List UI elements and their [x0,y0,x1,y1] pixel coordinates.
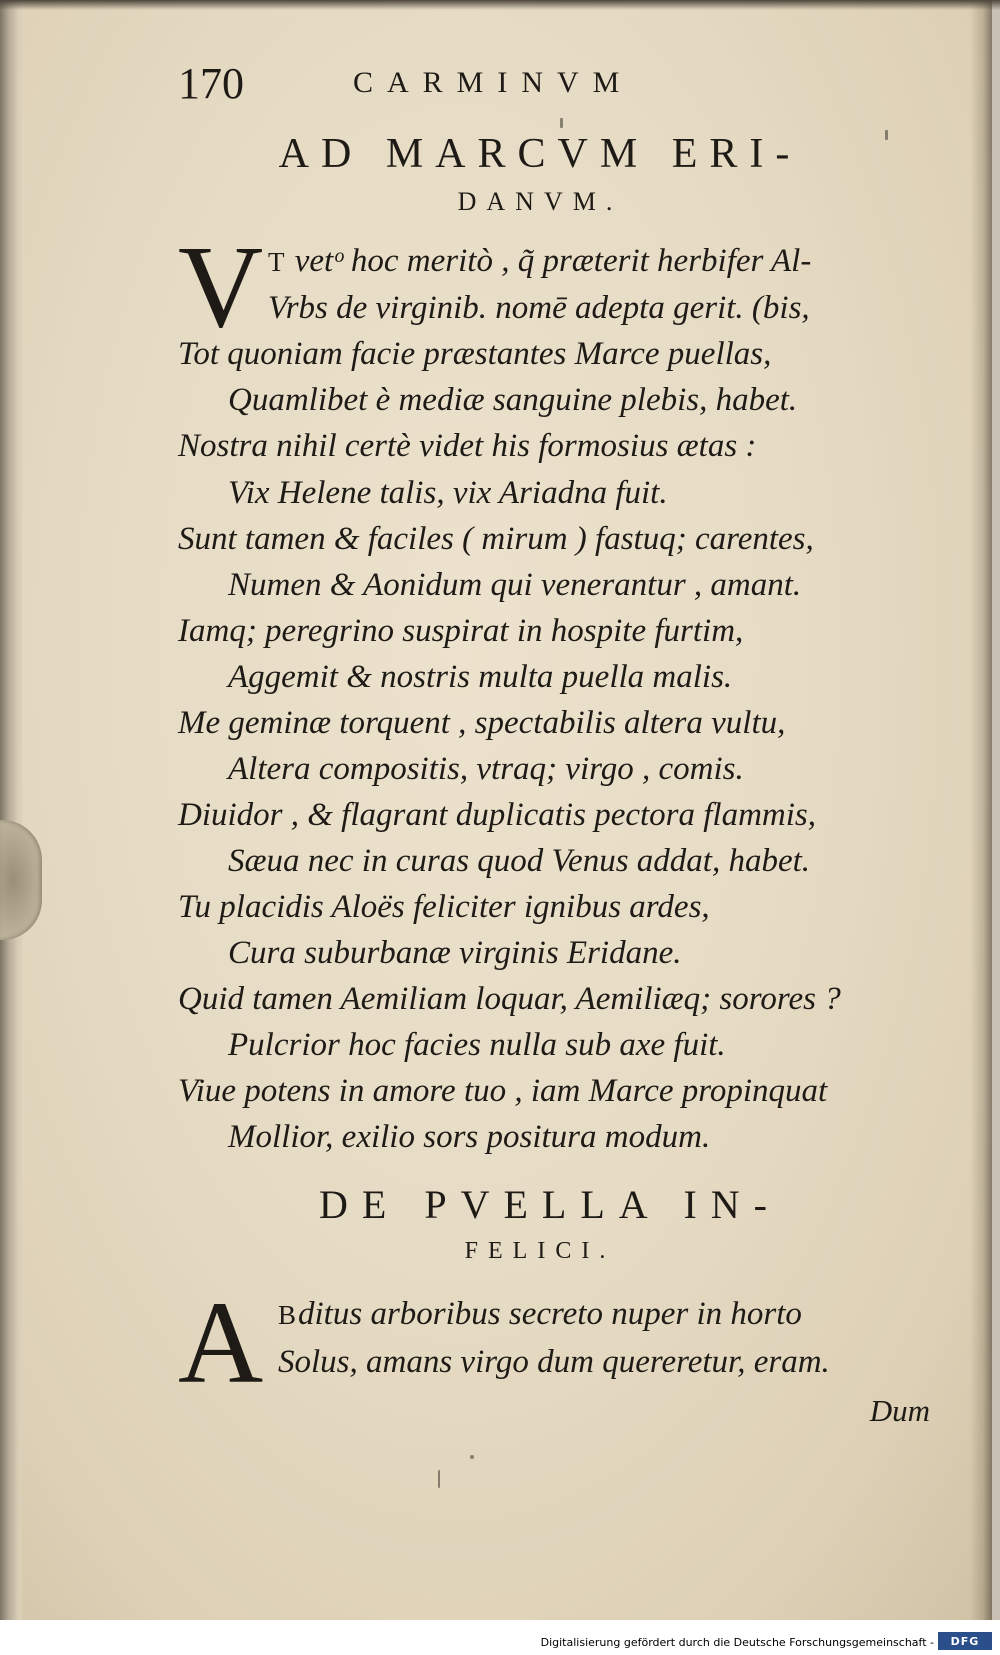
verse-line: Nostra nihil certè videt his formosius ætas : [178,428,757,464]
dfg-logo: DFG [938,1632,992,1650]
verse-line: Vrbs de virginib. nomē adepta gerit. (bis, [268,290,810,326]
verse-line: Cura suburbanæ virginis Eridane. [228,935,682,971]
verse-lead-in: B [278,1300,299,1330]
poem1-drop-cap: V [178,221,264,352]
verse-lead-in: T [268,247,295,277]
verse-line: Sunt tamen & faciles ( mirum ) fastuq; carentes, [178,521,814,557]
verse-line [268,245,811,278]
paper-speck [885,130,888,140]
paper-speck [438,1470,440,1488]
poem2-drop-cap: A [178,1277,264,1408]
verse-line: Iamq; peregrino suspirat in hospite furtim, [178,613,744,649]
verse-line: Viue potens in amore tuo , iam Marce propinquat [178,1073,828,1109]
verse-line: Me geminæ torquent , spectabilis altera vultu, [178,705,786,741]
running-head [178,58,738,108]
verse-line: Tu placidis Aloës feliciter ignibus ardes, [178,889,710,925]
verse-text: ditus arboribus secreto nuper in horto [298,1296,802,1332]
verse-line: Solus, amans virgo dum quereretur, eram. [278,1344,830,1380]
verse-line: Tot quoniam facie præstantes Marce puellas, [178,336,772,372]
poem2-title-line1: DE PVELLA IN- [319,1182,781,1227]
verse-line: Mollior, exilio sors positura modum. [228,1119,711,1155]
verse-line: Vix Helene talis, vix Ariadna fuit. [228,475,668,511]
page-edge-shadow [970,0,992,1620]
verse-text: vetᵒ hoc meritò , q̃ præterit herbifer Al- [294,243,812,279]
verse-line: Numen & Aonidum qui venerantur , amant. [228,567,802,603]
verse-line: Diuidor , & flagrant duplicatis pectora flammis, [178,797,817,833]
page-number: 170 [178,59,244,108]
paper-speck [560,118,563,128]
verse-line: Altera compositis, vtraq; virgo , comis. [228,751,744,787]
poem1-title-line1: AD MARCVM ERI- [278,131,802,177]
funding-credit: Digitalisierung gefördert durch die Deutsche Forschungsgemeinschaft - [540,1636,934,1649]
paper-speck [470,1455,474,1459]
poem1-title-line2: DANVM. [457,187,623,216]
verse-line [278,1298,802,1331]
verse-line: Pulcrior hoc facies nulla sub axe fuit. [228,1027,726,1063]
verse-line: Quid tamen Aemiliam loquar, Aemiliæq; sorores ? [178,981,841,1017]
poem2-title-line2: FELICI. [464,1238,616,1264]
running-title: CARMINVM [353,66,634,99]
catchword: Dum [869,1393,930,1428]
verse-line: Quamlibet è mediæ sanguine plebis, habet. [228,382,798,418]
verse-line: Aggemit & nostris multa puella malis. [228,659,733,695]
top-edge-shadow [0,0,1000,10]
verse-line: Sæua nec in curas quod Venus addat, habet. [228,843,811,879]
